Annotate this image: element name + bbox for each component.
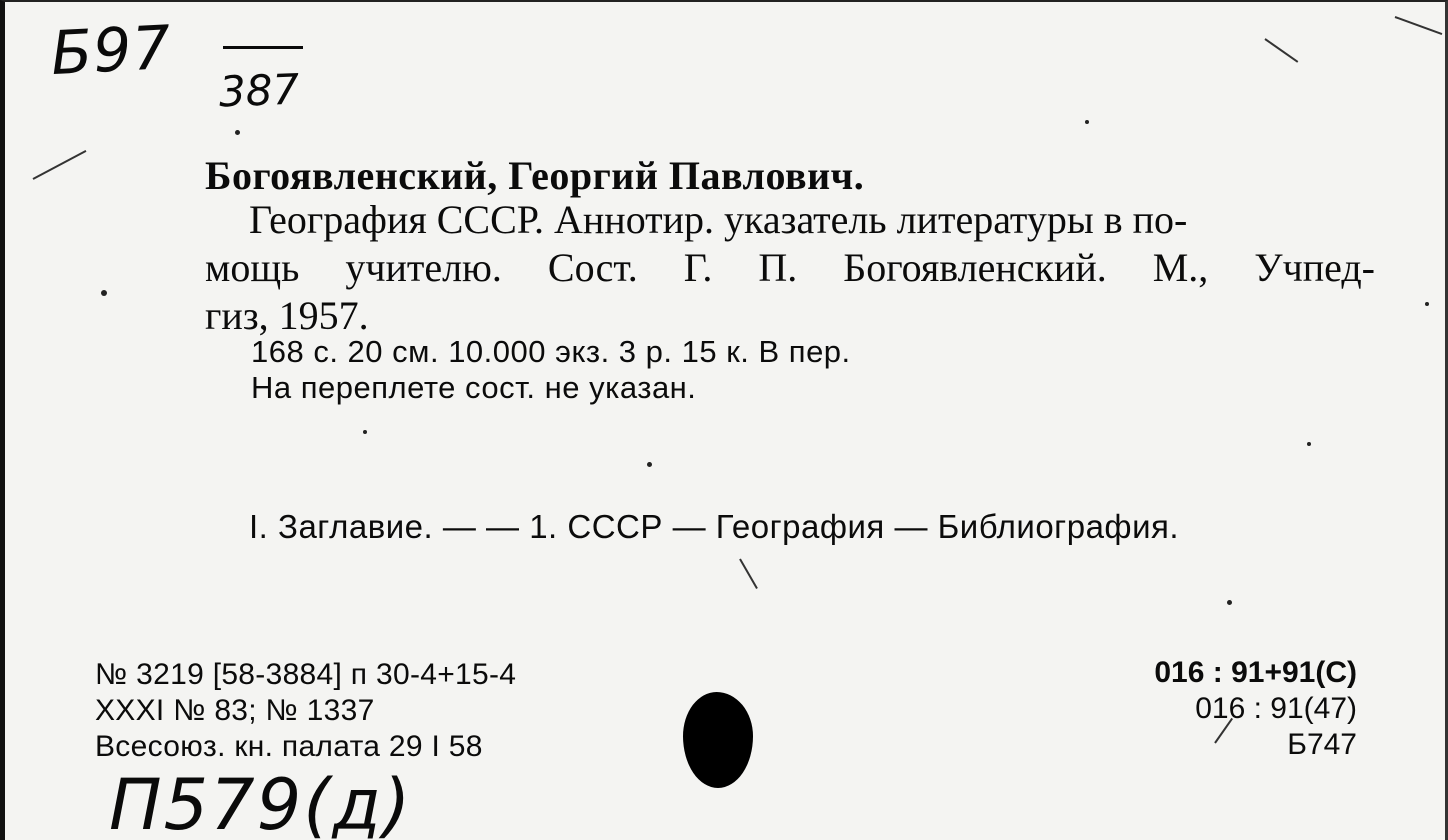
classification-primary: 016 : 91+91(С) — [1154, 656, 1357, 689]
dust-speck — [235, 130, 240, 135]
description-line: мощь учителю. Сост. Г. П. Богоявленский. М., Учпед- — [205, 245, 1375, 290]
dust-speck — [647, 462, 652, 467]
description — [205, 196, 1375, 340]
description-line: География СССР. Аннотир. указатель литературы в по- — [249, 197, 1188, 242]
scratch-mark — [33, 150, 87, 180]
handwritten-call-number: П579(д) — [109, 764, 413, 840]
handwritten-shelf-mark: Б97 — [49, 12, 174, 90]
scratch-mark — [1264, 38, 1298, 63]
handwritten-number: 387 — [218, 64, 301, 117]
handwritten-overline — [223, 46, 303, 49]
dust-speck — [1227, 600, 1232, 605]
description-line: гиз, 1957. — [205, 293, 369, 338]
note: На переплете сост. не указан. — [251, 370, 697, 405]
author-mark: Б747 — [1287, 728, 1357, 761]
subject-headings: I. Заглавие. — — 1. СССР — География — Библиография. — [249, 508, 1180, 545]
punch-hole — [683, 692, 753, 788]
author-heading: Богоявленский, Георгий Павлович. — [205, 153, 865, 198]
dust-speck — [363, 430, 367, 434]
registration-number: № 3219 [58-3884] п 30-4+15-4 — [95, 658, 517, 691]
registration-series: XXXI № 83; № 1337 — [95, 694, 375, 727]
classification-secondary: 016 : 91(47) — [1195, 692, 1357, 725]
dust-speck — [1307, 442, 1311, 446]
scratch-mark — [1395, 16, 1443, 35]
physical-description: 168 с. 20 см. 10.000 экз. 3 р. 15 к. В пер. — [251, 334, 851, 369]
chamber-date: Всесоюз. кн. палата 29 I 58 — [95, 730, 483, 763]
dust-speck — [1085, 120, 1089, 124]
scratch-mark — [739, 559, 758, 589]
dust-speck — [101, 290, 107, 296]
dust-speck — [1425, 302, 1429, 306]
